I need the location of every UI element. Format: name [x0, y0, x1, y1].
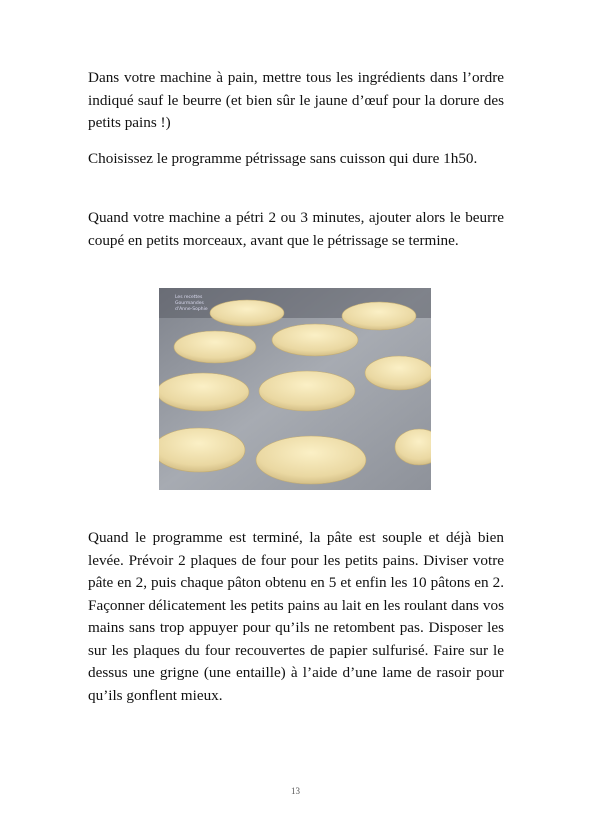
svg-text:Les recettes: Les recettes — [175, 295, 203, 300]
bread-roll — [159, 428, 245, 472]
bread-roll — [259, 371, 355, 411]
bread-roll — [210, 300, 284, 326]
bread-roll — [256, 436, 366, 484]
bread-roll — [174, 331, 256, 363]
page-number: 13 — [291, 786, 300, 796]
bread-roll — [342, 302, 416, 330]
bread-rolls-photo — [159, 288, 431, 490]
bread-roll — [272, 324, 358, 356]
bread-roll — [365, 356, 431, 390]
svg-text:Gourmandes: Gourmandes — [175, 301, 204, 306]
paragraph-ingredients: Dans votre machine à pain, mettre tous les ingrédients dans l’ordre indiqué sauf le beurre (et bien sûr le jaune d’œuf pour la dorure des petits pains !) — [88, 69, 504, 131]
bread-roll — [159, 373, 249, 411]
paragraph-butter: Quand votre machine a pétri 2 ou 3 minutes, ajouter alors le beurre coupé en petits morceaux, avant que le pétrissage se termine. — [88, 209, 504, 249]
paragraph-program: Choisissez le programme pétrissage sans cuisson qui dure 1h50. — [88, 150, 478, 167]
paragraph-shaping: Quand le programme est terminé, la pâte est souple et déjà bien levée. Prévoir 2 plaques de four pour les petits pains. Diviser votre pâte en 2, puis chaque pâton obtenu en 5 et enfin les 10 pâtons en 2. Façonner délicatement les petits pains au lait en les roulant dans vos mains sans trop appuyer pour qu’ils ne retombent pas. Disposer les sur les plaques du four recouvertes de papier sulfurisé. Faire sur le dessus une grigne (une entaille) à l’aide d’une lame de rasoir pour qu’ils gonflent mieux. — [88, 529, 504, 704]
svg-text:d'Anne-Sophie: d'Anne-Sophie — [175, 307, 208, 312]
